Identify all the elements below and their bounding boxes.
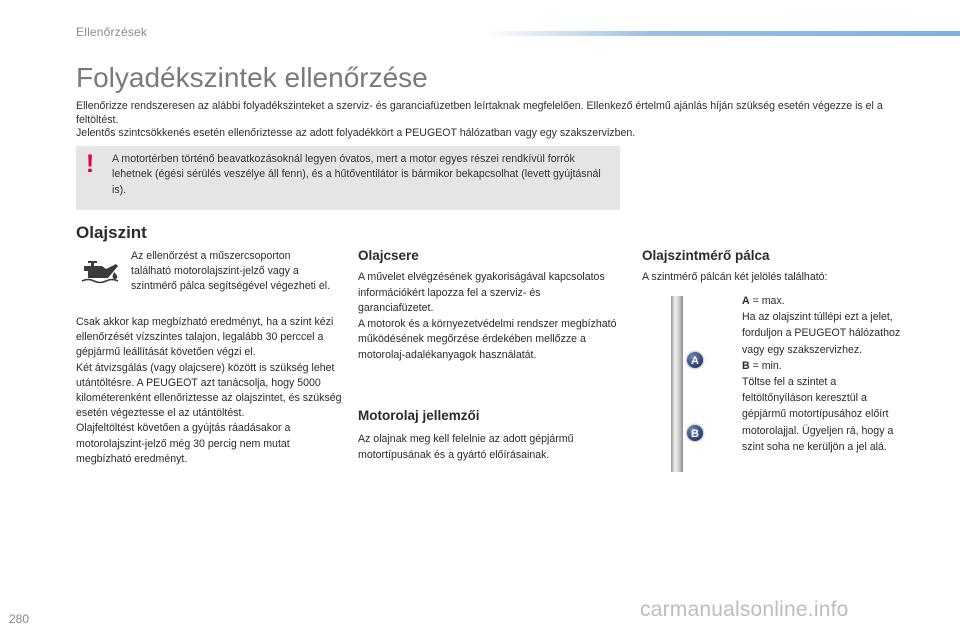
- intro-paragraph: Jelentős szintcsökkenés esetén ellenőriztesse az adott folyadékkört a PEUGEOT hálózatban vagy egy szakszervizben.: [76, 127, 636, 140]
- oil-change-paragraph: A motorok és a környezetvédelmi rendszer megbízható működésének megőrzése érdekében mellőzze a motorolaj-adalékanyagok használatát.: [358, 317, 617, 361]
- dipstick-title: Olajszintmérő pálca: [642, 248, 770, 263]
- marker-a-label: A: [691, 355, 699, 367]
- dipstick-illustration: [660, 296, 718, 472]
- oil-level-body: [76, 315, 348, 467]
- oil-level-paragraph: Csak akkor kap megbízható eredményt, ha a szint kézi ellenőrzését vízszintes talajon, legalább 30 perccel a gépjármű leállítását követően végzi el.: [76, 316, 334, 359]
- max-description: Ha az olajszint túllépi ezt a jelet, forduljon a PEUGEOT hálózathoz vagy egy szakszervizhez.: [742, 311, 901, 356]
- oil-change-body: [358, 270, 618, 364]
- oil-level-paragraph: Két átvizsgálás (vagy olajcsere) között is szükség lehet utántöltésre. A PEUGEOT azt tanácsolja, hogy 5000 kilométerenként ellenőriztesse az olajszintet, és szükség esetén végeztesse el az utántöltést.: [76, 361, 342, 420]
- oil-specs-text: Az olajnak meg kell felelnie az adott gépjármű motortípusának és a gyártó előírásainak.: [358, 433, 574, 461]
- oil-level-title: Olajszint: [76, 223, 147, 242]
- section-header: Ellenőrzések: [76, 25, 148, 39]
- dipstick-intro: A szintmérő pálcán két jelölés található:: [642, 271, 828, 283]
- header-rule: [484, 31, 960, 36]
- min-description: Töltse fel a szintet a feltöltőnyíláson keresztül a gépjármű motortípusához előírt motorolajjal. Ügyeljen rá, hogy a szint soha ne kerüljön a jel alá.: [742, 376, 894, 453]
- oil-level-paragraph: Olajfeltöltést követően a gyújtás ráadásakor a motorolajszint-jelző még 30 percig nem mutat megbízható eredményt.: [76, 422, 291, 465]
- page-number: 280: [9, 612, 30, 626]
- max-marker: [686, 351, 705, 370]
- min-marker: [686, 424, 705, 443]
- min-line: [742, 358, 902, 374]
- oil-icon-caption: Az ellenőrzést a műszercsoporton található motorolajszint-jelző vagy a szintmérő pálca segítségével végezheti el.: [131, 250, 331, 293]
- marker-b-label: B: [691, 428, 699, 440]
- oil-change-paragraph: A művelet elvégzésének gyakoriságával kapcsolatos információkért lapozza fel a szerviz- és garanciafüzetet.: [358, 271, 605, 315]
- intro-text: [76, 100, 906, 141]
- min-value: = min.: [749, 359, 782, 372]
- oil-change-title: Olajcsere: [358, 248, 419, 263]
- min-key: B: [742, 359, 750, 372]
- page-title: Folyadékszintek ellenőrzése: [76, 62, 428, 93]
- max-value: = max.: [749, 295, 785, 307]
- watermark: carmanualsonline.info: [640, 598, 849, 621]
- dipstick-legend: [742, 293, 902, 455]
- oil-specs-title: Motorolaj jellemzői: [358, 408, 480, 423]
- intro-paragraph: Ellenőrizze rendszeresen az alábbi folyadékszinteket a szerviz- és garanciafüzetben leírtaknak megfelelően. Ellenkező értelmű ajánlás híján szükség esetén végezze is el a feltöltést.: [76, 100, 883, 126]
- warning-text: A motortérben történő beavatkozásoknál legyen óvatos, mert a motor egyes részei rendkívül forrók lehetnek (égési sérülés veszélye áll fenn), és a hűtőventilátor is bármikor bekapcsolhat (levett gyújtásnál is).: [112, 153, 601, 196]
- max-line: [742, 293, 902, 309]
- exclamation-icon: !: [85, 150, 95, 178]
- max-key: A: [742, 295, 750, 307]
- oil-can-icon: [80, 258, 120, 284]
